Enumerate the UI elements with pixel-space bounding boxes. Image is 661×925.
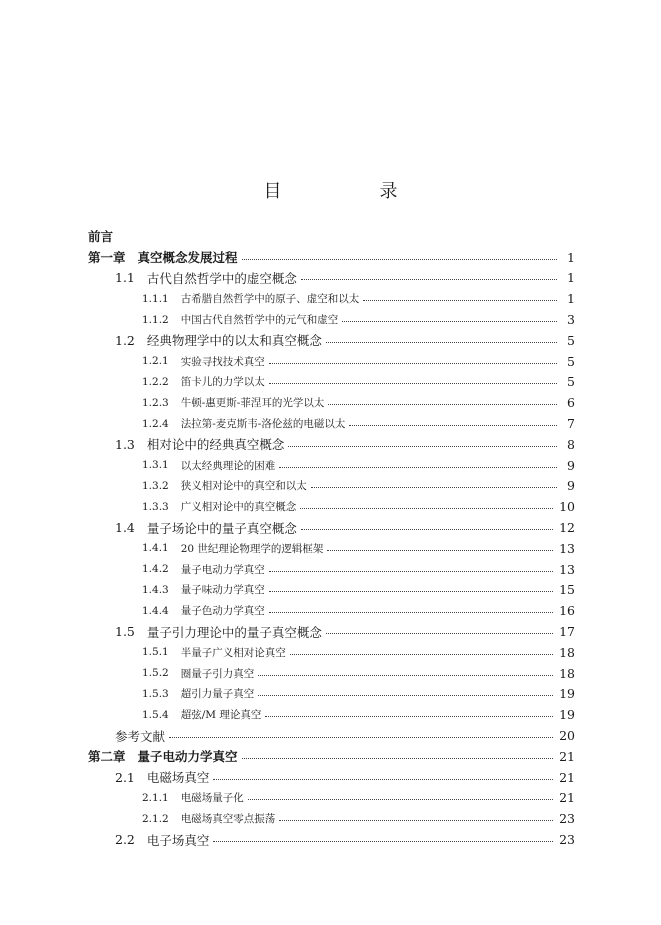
toc-entry-number: 1.1 bbox=[115, 270, 135, 286]
toc-entry-number: 1.5.1 bbox=[142, 646, 169, 659]
toc-entry-page: 9 bbox=[567, 457, 575, 473]
toc-entry-page: 5 bbox=[567, 332, 575, 348]
dot-leader bbox=[326, 633, 553, 634]
toc-entry-number: 1.2.4 bbox=[142, 417, 169, 430]
toc-entry-label: 古代自然哲学中的虚空概念 bbox=[146, 270, 297, 286]
dot-leader bbox=[288, 446, 557, 447]
toc-entry-label: 参考文献 bbox=[115, 728, 166, 744]
toc-entry-number: 2.1.1 bbox=[142, 791, 169, 804]
toc-entry-page: 19 bbox=[559, 686, 575, 702]
toc-entry-number: 1.3.3 bbox=[142, 500, 169, 513]
toc-entry-label: 20 世纪理论物理学的逻辑框架 bbox=[180, 542, 324, 555]
toc-entry-page: 20 bbox=[559, 728, 575, 744]
toc-entry-section[interactable] bbox=[88, 517, 575, 538]
toc-entry-sub[interactable] bbox=[88, 684, 575, 705]
toc-entry-page: 1 bbox=[567, 270, 575, 286]
page-title: 目 录 bbox=[263, 181, 438, 202]
dot-leader bbox=[269, 571, 553, 572]
toc-entry-page: 5 bbox=[567, 374, 575, 390]
dot-leader bbox=[242, 758, 554, 759]
toc-entry-sub[interactable] bbox=[88, 663, 575, 684]
toc-entry-number: 1.5.2 bbox=[142, 667, 169, 680]
dot-leader bbox=[290, 654, 553, 655]
dot-leader bbox=[279, 820, 553, 821]
dot-leader bbox=[349, 425, 557, 426]
toc-entry-sub[interactable] bbox=[88, 309, 575, 330]
toc-entry-label: 笛卡儿的力学以太 bbox=[180, 376, 265, 389]
toc-entry-sub[interactable] bbox=[88, 704, 575, 725]
toc-entry-label: 广义相对论中的真空概念 bbox=[180, 501, 297, 514]
toc-entry-number: 1.3.1 bbox=[142, 459, 169, 472]
toc-entry-label: 实验寻找技术真空 bbox=[180, 355, 265, 368]
toc-entry-page: 23 bbox=[559, 832, 575, 847]
toc-entry-number: 1.5.3 bbox=[142, 687, 169, 700]
toc-entry-page: 21 bbox=[559, 790, 575, 806]
toc-entry-page: 3 bbox=[567, 312, 575, 328]
toc-entry-label: 经典物理学中的以太和真空概念 bbox=[146, 333, 322, 349]
toc-entry-page: 17 bbox=[559, 624, 575, 640]
toc-entry-number: 1.5 bbox=[115, 624, 135, 640]
toc-entry-sub[interactable] bbox=[88, 372, 575, 393]
dot-leader bbox=[326, 342, 557, 343]
toc-entry-number: 1.3.2 bbox=[142, 479, 169, 492]
toc-entry-chapter[interactable] bbox=[88, 746, 575, 767]
toc-entry-number: 1.4.2 bbox=[142, 563, 169, 576]
toc-entry-sub[interactable] bbox=[88, 580, 575, 601]
toc-entry-number: 2.2 bbox=[115, 832, 135, 847]
toc-entry-label: 电磁场量子化 bbox=[180, 792, 244, 805]
toc-entry-number: 第一章 bbox=[88, 250, 126, 266]
toc-entry-number: 1.1.1 bbox=[142, 292, 169, 305]
toc-entry-label: 半量子广义相对论真空 bbox=[180, 646, 286, 659]
toc-entry-page: 21 bbox=[559, 748, 575, 764]
dot-leader bbox=[269, 591, 553, 592]
toc-entry-page: 16 bbox=[559, 603, 575, 619]
toc-entry-page: 9 bbox=[567, 478, 575, 494]
toc-entry-page: 21 bbox=[559, 769, 575, 785]
dot-leader bbox=[258, 695, 553, 696]
dot-leader bbox=[213, 841, 553, 842]
dot-leader bbox=[269, 363, 557, 364]
dot-leader bbox=[265, 716, 553, 717]
table-of-contents bbox=[88, 226, 575, 850]
toc-entry-section[interactable] bbox=[88, 621, 575, 642]
toc-entry-chapter[interactable] bbox=[88, 247, 575, 268]
toc-entry-sub[interactable] bbox=[88, 642, 575, 663]
dot-leader bbox=[213, 779, 553, 780]
dot-leader bbox=[279, 467, 557, 468]
toc-entry-number: 1.2.3 bbox=[142, 396, 169, 409]
toc-entry-sub[interactable] bbox=[88, 392, 575, 413]
toc-entry-label: 超引力量子真空 bbox=[180, 688, 255, 701]
dot-leader bbox=[328, 404, 557, 405]
toc-entry-label: 法拉第-麦克斯韦-洛伦兹的电磁以太 bbox=[180, 418, 346, 431]
toc-entry-page: 23 bbox=[559, 811, 575, 827]
toc-entry-ref[interactable] bbox=[88, 725, 575, 746]
toc-entry-label: 狭义相对论中的真空和以太 bbox=[180, 480, 307, 493]
toc-entry-label: 中国古代自然哲学中的元气和虚空 bbox=[180, 314, 339, 327]
toc-entry-label: 量子引力理论中的量子真空概念 bbox=[146, 624, 322, 640]
toc-entry-page: 19 bbox=[559, 707, 575, 723]
toc-entry-page: 7 bbox=[567, 416, 575, 432]
toc-entry-number: 1.1.2 bbox=[142, 313, 169, 326]
toc-entry-page: 15 bbox=[559, 582, 575, 598]
toc-entry-label: 相对论中的经典真空概念 bbox=[146, 437, 285, 453]
dot-leader bbox=[248, 799, 553, 800]
toc-entry-sub[interactable] bbox=[88, 496, 575, 517]
toc-entry-page: 12 bbox=[559, 520, 575, 536]
toc-entry-number: 第二章 bbox=[88, 749, 126, 765]
toc-entry-label: 量子场论中的量子真空概念 bbox=[146, 520, 297, 536]
toc-entry-number: 1.4.1 bbox=[142, 542, 169, 555]
toc-entry-number: 2.1.2 bbox=[142, 812, 169, 825]
toc-entry-label: 量子色动力学真空 bbox=[180, 605, 265, 618]
toc-entry-sub[interactable] bbox=[88, 476, 575, 497]
toc-entry-label: 前言 bbox=[88, 229, 114, 245]
toc-entry-section[interactable] bbox=[88, 434, 575, 455]
toc-entry-label: 真空概念发展过程 bbox=[137, 250, 238, 266]
toc-entry-label: 电磁场真空零点振荡 bbox=[180, 813, 276, 826]
toc-entry-plain[interactable] bbox=[88, 226, 575, 247]
toc-entry-label: 量子味动力学真空 bbox=[180, 584, 265, 597]
toc-entry-sub[interactable] bbox=[88, 455, 575, 476]
toc-entry-page: 18 bbox=[559, 665, 575, 681]
dot-leader bbox=[300, 508, 553, 509]
toc-entry-sub[interactable] bbox=[88, 538, 575, 559]
toc-entry-number: 1.2.1 bbox=[142, 355, 169, 368]
toc-entry-sub[interactable] bbox=[88, 351, 575, 372]
dot-leader bbox=[269, 383, 557, 384]
toc-entry-section[interactable] bbox=[88, 767, 575, 788]
toc-entry-number: 2.1 bbox=[115, 769, 135, 785]
toc-entry-page: 5 bbox=[567, 353, 575, 369]
toc-entry-section[interactable] bbox=[88, 268, 575, 289]
toc-entry-number: 1.4 bbox=[115, 520, 135, 536]
toc-entry-page: 13 bbox=[559, 561, 575, 577]
toc-entry-label: 电子场真空 bbox=[146, 832, 210, 848]
toc-entry-sub[interactable] bbox=[88, 559, 575, 580]
dot-leader bbox=[269, 612, 553, 613]
toc-entry-page: 1 bbox=[567, 249, 575, 265]
dot-leader bbox=[327, 550, 553, 551]
toc-entry-label: 牛顿-惠更斯-菲涅耳的光学以太 bbox=[180, 397, 325, 410]
toc-entry-sub[interactable] bbox=[88, 288, 575, 309]
toc-entry-label: 圈量子引力真空 bbox=[180, 667, 255, 680]
toc-entry-label: 古希腊自然哲学中的原子、虚空和以太 bbox=[180, 293, 360, 306]
toc-entry-sub[interactable] bbox=[88, 413, 575, 434]
toc-entry-page: 18 bbox=[559, 644, 575, 660]
dot-leader bbox=[301, 279, 557, 280]
toc-entry-label: 超弦/M 理论真空 bbox=[180, 709, 262, 722]
toc-entry-number: 1.4.3 bbox=[142, 583, 169, 596]
toc-entry-number: 1.2.2 bbox=[142, 375, 169, 388]
toc-entry-number: 1.2 bbox=[115, 332, 135, 348]
toc-entry-page: 13 bbox=[559, 540, 575, 556]
dot-leader bbox=[169, 737, 553, 738]
toc-entry-page: 6 bbox=[567, 395, 575, 411]
toc-entry-number: 1.3 bbox=[115, 436, 135, 452]
dot-leader bbox=[301, 529, 553, 530]
dot-leader bbox=[363, 300, 557, 301]
toc-entry-label: 电磁场真空 bbox=[146, 770, 210, 786]
dot-leader bbox=[311, 487, 557, 488]
toc-entry-section[interactable] bbox=[88, 829, 575, 850]
toc-entry-page: 1 bbox=[567, 291, 575, 307]
toc-entry-page: 10 bbox=[559, 499, 575, 515]
toc-entry-label: 以太经典理论的困难 bbox=[180, 459, 276, 472]
toc-entry-page: 8 bbox=[567, 436, 575, 452]
toc-entry-sub[interactable] bbox=[88, 600, 575, 621]
toc-entry-number: 1.5.4 bbox=[142, 708, 169, 721]
toc-entry-section[interactable] bbox=[88, 330, 575, 351]
toc-entry-label: 量子电动力学真空 bbox=[137, 749, 238, 765]
dot-leader bbox=[242, 259, 557, 260]
toc-entry-number: 1.4.4 bbox=[142, 604, 169, 617]
dot-leader bbox=[258, 675, 553, 676]
toc-entry-label: 量子电动力学真空 bbox=[180, 563, 265, 576]
toc-entry-sub[interactable] bbox=[88, 788, 575, 809]
toc-entry-sub[interactable] bbox=[88, 808, 575, 829]
dot-leader bbox=[342, 321, 557, 322]
